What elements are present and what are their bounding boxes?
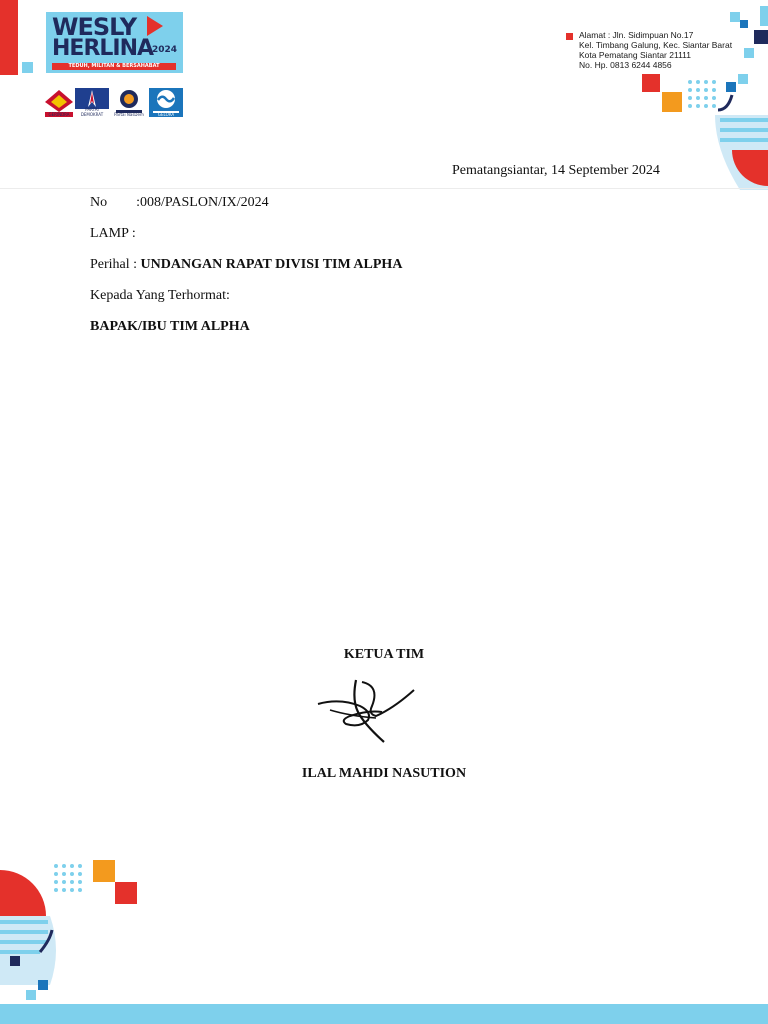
address-line: Alamat : Jln. Sidimpuan No.17 — [579, 30, 694, 40]
decor-light-blue-square — [22, 62, 33, 73]
perihal-row — [90, 257, 402, 273]
signature-icon — [310, 676, 420, 748]
decor-red-bar — [0, 0, 18, 75]
address-line: No. Hp. 0813 6244 4856 — [579, 60, 672, 70]
decor-shapes — [620, 0, 768, 190]
handwritten-signature — [310, 676, 420, 748]
signatory-name: ILAL MAHDI NASUTION — [301, 766, 467, 781]
campaign-logo — [46, 12, 183, 73]
perihal-label: Perihal : — [90, 257, 138, 272]
header-divider — [0, 188, 768, 189]
address-bullet-icon — [566, 33, 573, 40]
no-row — [90, 195, 269, 211]
party-logo-caption: GELORA — [157, 112, 175, 117]
party-logo-caption: PARTAI DEMOKRAT — [80, 107, 104, 117]
decor-bottom-left — [0, 860, 150, 1010]
party-logo-demokrat — [75, 88, 109, 117]
decor-shapes-bottom — [0, 860, 150, 1010]
logo-tagline: TEDUH, MILITAN & BERSAHABAT — [52, 63, 176, 70]
letter-date: Pematangsiantar, 14 September 2024 — [452, 163, 660, 178]
no-value: :008/PASLON/IX/2024 — [136, 195, 269, 210]
party-logo-caption: Partai NasDem — [114, 112, 144, 117]
recipient: BAPAK/IBU TIM ALPHA — [90, 319, 250, 334]
address-line: Kota Pematang Siantar 21111 — [579, 50, 691, 60]
party-logo-gerindra — [42, 88, 76, 117]
no-label: No — [90, 195, 108, 210]
logo-arrow-icon — [147, 16, 163, 36]
footer-band — [0, 1004, 768, 1024]
perihal-value: UNDANGAN RAPAT DIVISI TIM ALPHA — [140, 257, 403, 272]
logo-line-2: HERLINA — [52, 36, 154, 61]
party-logo-caption: GERINDRA — [48, 112, 70, 117]
logo-year: 2024 — [152, 45, 178, 55]
logo-line-1: WESLY — [52, 13, 137, 41]
lamp-row: LAMP : — [90, 226, 136, 241]
decor-top-right — [620, 0, 768, 190]
address-line: Kel. Timbang Galung, Kec. Siantar Barat — [579, 40, 733, 50]
signature-title: KETUA TIM — [343, 647, 425, 662]
party-logo-nasdem — [112, 88, 146, 117]
party-logo-gelora — [149, 88, 183, 117]
kepada-row: Kepada Yang Terhormat: — [90, 288, 230, 303]
